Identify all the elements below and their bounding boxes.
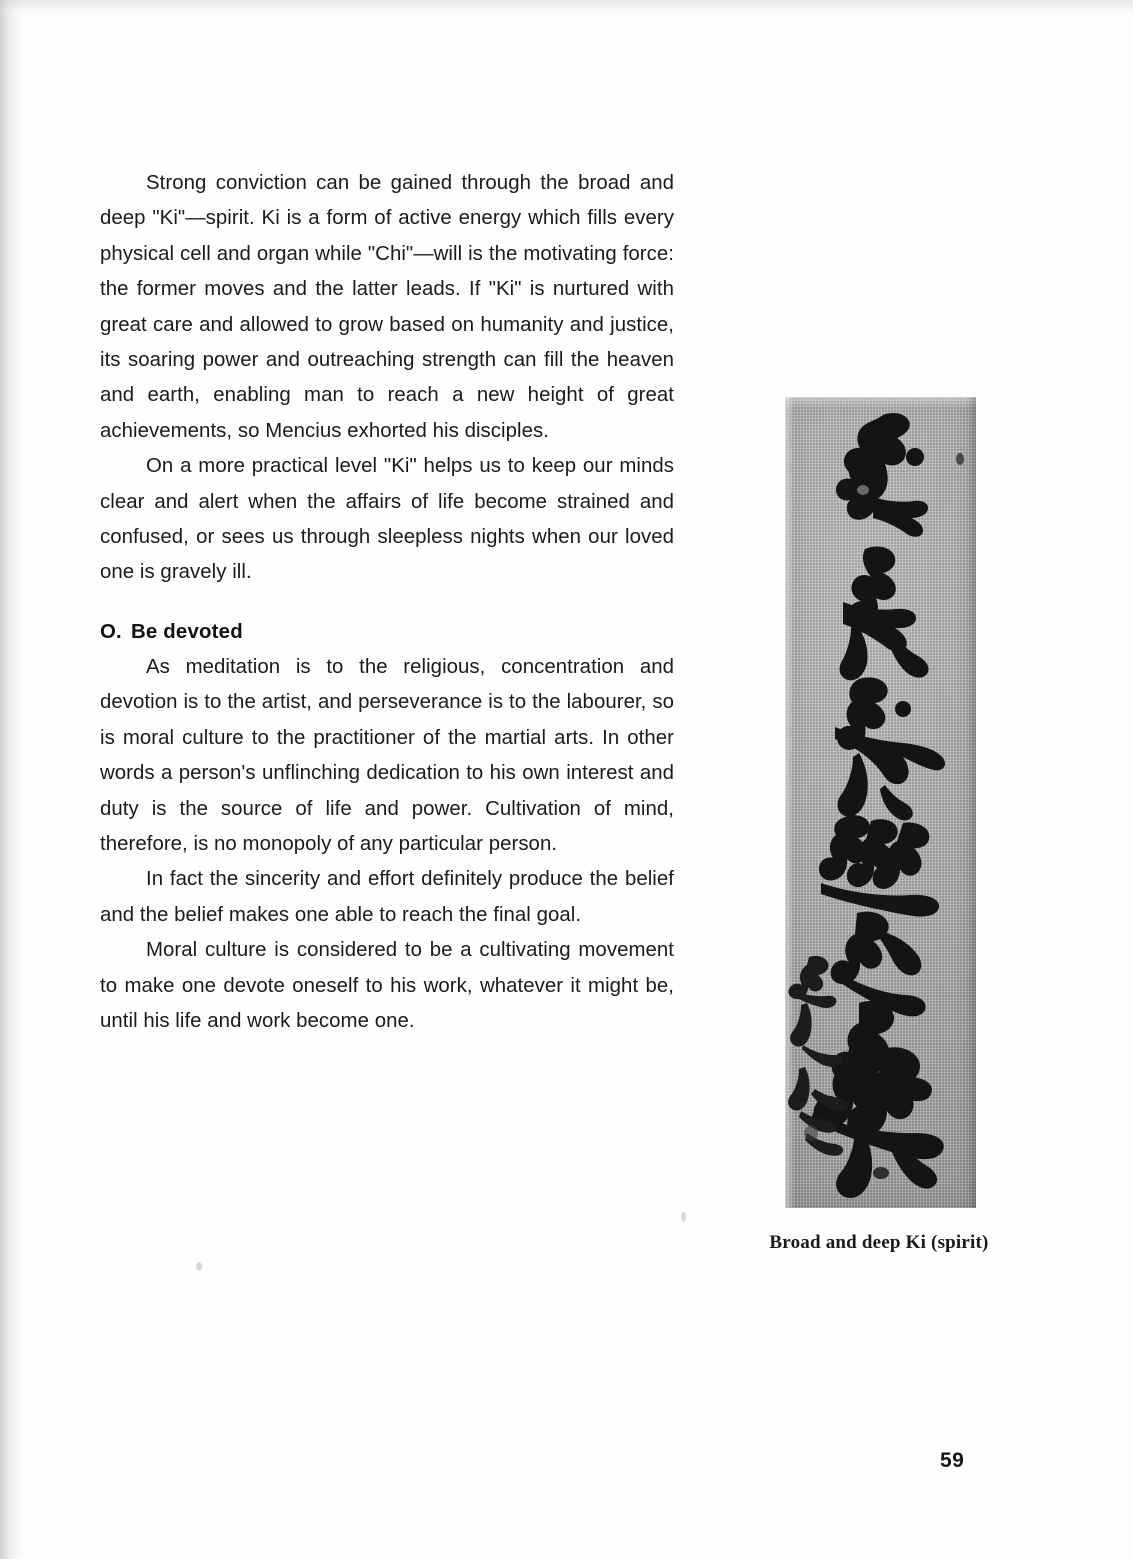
- calligraphy-scroll-paper: [785, 397, 976, 1208]
- body-text-column: [100, 166, 674, 1039]
- figure-caption: Broad and deep Ki (spirit): [769, 1232, 989, 1253]
- section-heading-title: Be devoted: [130, 620, 243, 643]
- scan-speck: [196, 1262, 202, 1271]
- scan-shadow-top: [0, 0, 1133, 26]
- scan-speck: [681, 1212, 686, 1222]
- page-number: 59: [940, 1449, 965, 1472]
- section-heading: [100, 591, 674, 650]
- paragraph-1: Strong conviction can be gained through the broad and deep "Ki"—spirit. Ki is a form of active energy which fills every physical cell and organ while "Chi"—will is the motivating force: the former moves and the latter leads. If "Ki" is nurtured with great care and allowed to grow based on humanity and justice, its soaring power and outreaching strength can fill the heaven and earth, enabling man to reach a new height of great achievements, so Mencius exhorted his disciples.: [100, 172, 674, 442]
- paragraph-4: In fact the sincerity and effort definitely produce the belief and the belief makes one able to reach the final goal.: [100, 868, 674, 926]
- scan-shadow-left: [0, 0, 30, 1559]
- section-heading-marker: O.: [100, 620, 122, 643]
- paragraph-3: As meditation is to the religious, concentration and devotion is to the artist, and perseverance is to the labourer, so is moral culture to the practitioner of the martial arts. In other words a person's unflinching dedication to his own interest and duty is the source of life and power. Cultivation of mind, therefore, is no monopoly of any particular person.: [100, 655, 674, 855]
- figure-calligraphy: [769, 397, 989, 1254]
- calligraphy-ink-strokes: [785, 397, 976, 1208]
- paragraph-5: Moral culture is considered to be a cultivating movement to make one devote oneself to his work, whatever it might be, until his life and work become one.: [100, 939, 674, 1032]
- paragraph-2: On a more practical level "Ki" helps us to keep our minds clear and alert when the affairs of life become strained and confused, or sees us through sleepless nights when our loved one is gravely ill.: [100, 455, 674, 584]
